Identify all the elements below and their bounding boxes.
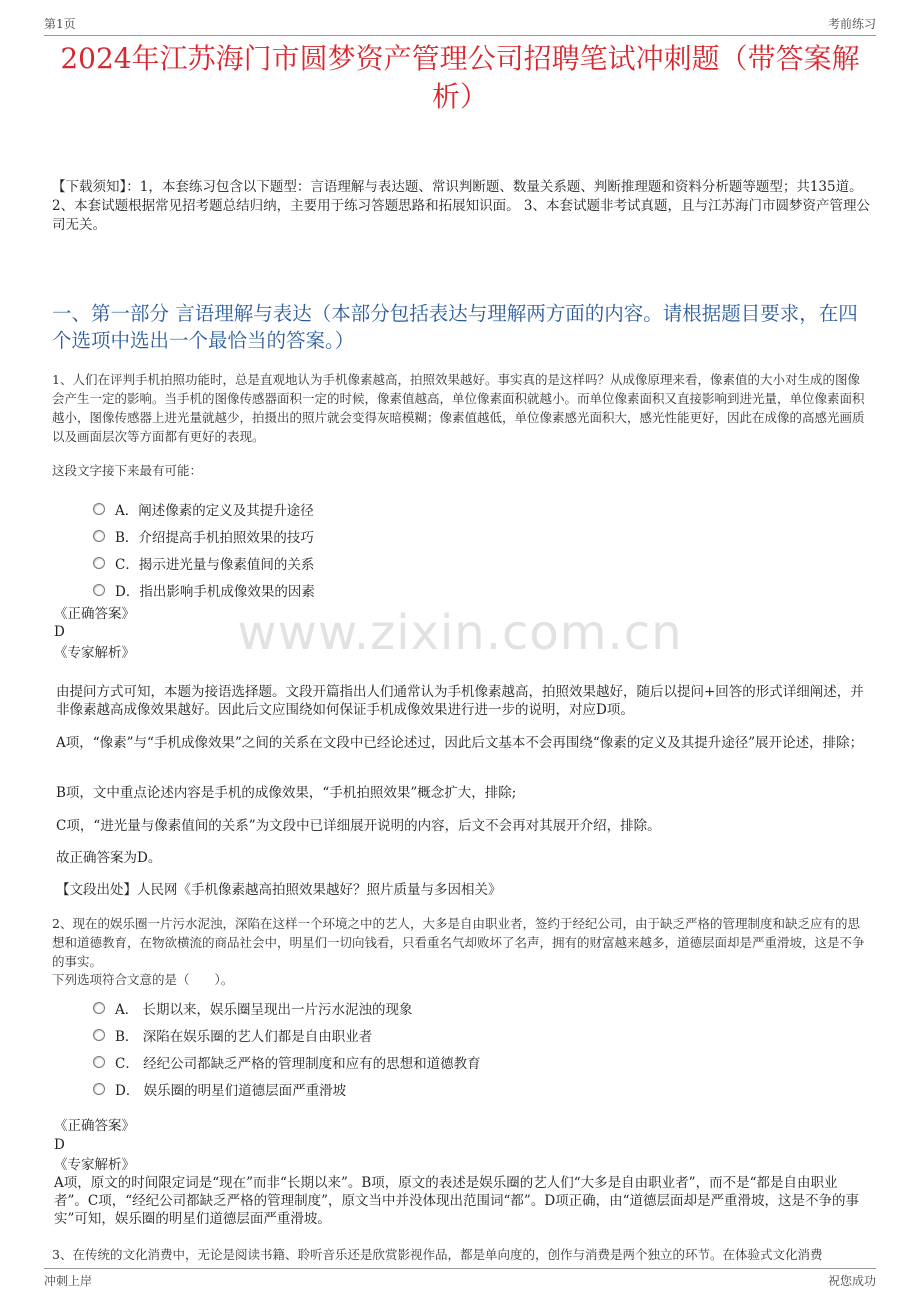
question-1-prompt: 这段文字接下来最有可能： (52, 463, 203, 478)
option-c[interactable] (93, 1048, 870, 1075)
answer-value: D (54, 624, 65, 640)
question-2-analysis: A项，原文的时间限定词是“现在”而非“长期以来”。B项，原文的表述是娱乐圈的艺人们“大多是自由职业者”，而不是“都是自由职业者”。C项，“经纪公司都缺乏严格的管理制度”，原文当中并没体现出范围词“都”。D项正确，由“道德层面却是严重滑坡，这是不争的事实”可知，娱乐圈的明星们道德层面严重滑坡。 (54, 1175, 860, 1227)
answer-label: 《正确答案》 (54, 1118, 135, 1134)
question-3 (52, 1245, 870, 1264)
page-header (44, 10, 876, 36)
radio-icon[interactable] (93, 530, 105, 542)
option-label: A．阐述像素的定义及其提升途径 (115, 502, 314, 519)
option-label: B． 深陷在娱乐圈的艺人们都是自由职业者 (115, 1028, 373, 1045)
option-label: B．介绍提高手机拍照效果的技巧 (115, 529, 314, 546)
section-heading: 一、第一部分 言语理解与表达（本部分包括表达与理解两方面的内容。请根据题目要求，在四个选项中选出一个最恰当的答案。） (52, 302, 858, 352)
analysis-paragraph: C项，“进光量与像素值间的关系”为文段中已详细展开说明的内容，后文不会再对其展开介绍，排除。 (56, 818, 661, 834)
analysis-label: 《专家解析》 (54, 1157, 135, 1173)
header-right-label: 考前练习 (827, 17, 876, 31)
question-2 (52, 914, 870, 988)
watermark: www.zixin.com.cn (237, 605, 683, 661)
question-2-stem: 2、现在的娱乐圈一片污水泥浊，深陷在这样一个环境之中的艺人，大多是自由职业者，签约于经纪公司，由于缺乏严格的管理制度和缺乏应有的思想和道德教育，在物欲横流的商品社会中，明星们一切向钱看，只看重名气却败坏了名声，拥有的财富越来越多，道德层面却是严重滑坡，这是不争的事实。 (52, 916, 865, 969)
radio-icon[interactable] (93, 557, 105, 569)
option-d[interactable] (93, 576, 870, 603)
question-1-source: 【文段出处】人民网《手机像素越高拍照效果越好？照片质量与多因相关》 (56, 882, 502, 898)
radio-icon[interactable] (93, 584, 105, 596)
radio-icon[interactable] (93, 1056, 105, 1068)
option-a[interactable] (93, 994, 870, 1021)
answer-label: 《正确答案》 (54, 606, 135, 622)
option-b[interactable] (93, 1021, 870, 1048)
question-2-prompt: 下列选项符合文意的是（ ）。 (52, 972, 234, 987)
document-title: 2024年江苏海门市圆梦资产管理公司招聘笔试冲刺题（带答案解析） (60, 42, 860, 113)
answer-value: D (54, 1137, 65, 1153)
download-notice: 【下载须知】：1，本套练习包含以下题型：言语理解与表达题、常识判断题、数量关系题、判断推理题和资料分析题等题型；共135道。 2、本套试题根据常见招考题总结归纳，主要用于练习答题思路和拓展知识面。 3、本套试题非考试真题，且与江苏海门市圆梦资产管理公司无关。 (52, 179, 870, 233)
option-d[interactable] (93, 1075, 870, 1102)
analysis-paragraph: A项，“像素”与“手机成像效果”之间的关系在文段中已经论述过，因此后文基本不会再围绕“像素的定义及其提升途径”展开论述，排除； (56, 735, 864, 751)
analysis-label: 《专家解析》 (54, 645, 135, 661)
question-1-prompt-wrap (52, 461, 870, 480)
footer-left-label: 冲刺上岸 (44, 1274, 93, 1288)
option-b[interactable] (93, 522, 870, 549)
question-1-options (93, 495, 870, 603)
analysis-paragraph: 由提问方式可知，本题为接语选择题。文段开篇指出人们通常认为手机像素越高，拍照效果越好，随后以提问+回答的形式详细阐述，并非像素越高成像效果越好。因此后文应围绕如何保证手机成像效果进行进一步的说明，对应D项。 (56, 684, 864, 718)
option-label: D． 娱乐圈的明星们道德层面严重滑坡 (115, 1082, 347, 1099)
analysis-paragraph: 故正确答案为D。 (56, 850, 162, 866)
question-1-analysis-a (56, 734, 870, 752)
option-label: A． 长期以来，娱乐圈呈现出一片污水泥浊的现象 (115, 1001, 413, 1018)
analysis-paragraph: B项，文中重点论述内容是手机的成像效果，“手机拍照效果”概念扩大，排除; (56, 785, 517, 801)
question-3-stem: 3、在传统的文化消费中，无论是阅读书籍、聆听音乐还是欣赏影视作品，都是单向度的，创作与消费是两个独立的环节。在体验式文化消费 (52, 1247, 823, 1262)
question-2-options (93, 994, 870, 1102)
option-label: C． 经纪公司都缺乏严格的管理制度和应有的思想和道德教育 (115, 1055, 481, 1072)
option-label: D．指出影响手机成像效果的因素 (115, 583, 315, 600)
option-c[interactable] (93, 549, 870, 576)
radio-icon[interactable] (93, 1083, 105, 1095)
question-1-stem: 1、人们在评判手机拍照功能时，总是直观地认为手机像素越高，拍照效果越好。事实真的是这样吗？从成像原理来看，像素值的大小对生成的图像会产生一定的影响。当手机的图像传感器面积一定的时候，像素值越高，单位像素面积就越小。而单位像素面积又直接影响到进光量，单位像素面积越小，图像传感器上进光量就越少，拍摄出的照片就会变得灰暗模糊；像素值越低，单位像素感光面积大，感光性能更好，因此在成像的高感光画质以及画面层次等方面都有更好的表现。 (52, 372, 865, 444)
question-1 (52, 370, 870, 446)
question-1-analysis-b (56, 784, 870, 802)
question-1-conclusion (56, 849, 870, 867)
page-number: 第1页 (44, 17, 76, 31)
question-1-analysis (56, 683, 870, 719)
option-label: C．揭示进光量与像素值间的关系 (115, 556, 315, 573)
option-a[interactable] (93, 495, 870, 522)
radio-icon[interactable] (93, 503, 105, 515)
radio-icon[interactable] (93, 1002, 105, 1014)
question-1-analysis-c (56, 817, 870, 835)
footer-right-label: 祝您成功 (827, 1274, 876, 1288)
page-footer (44, 1268, 876, 1296)
radio-icon[interactable] (93, 1029, 105, 1041)
